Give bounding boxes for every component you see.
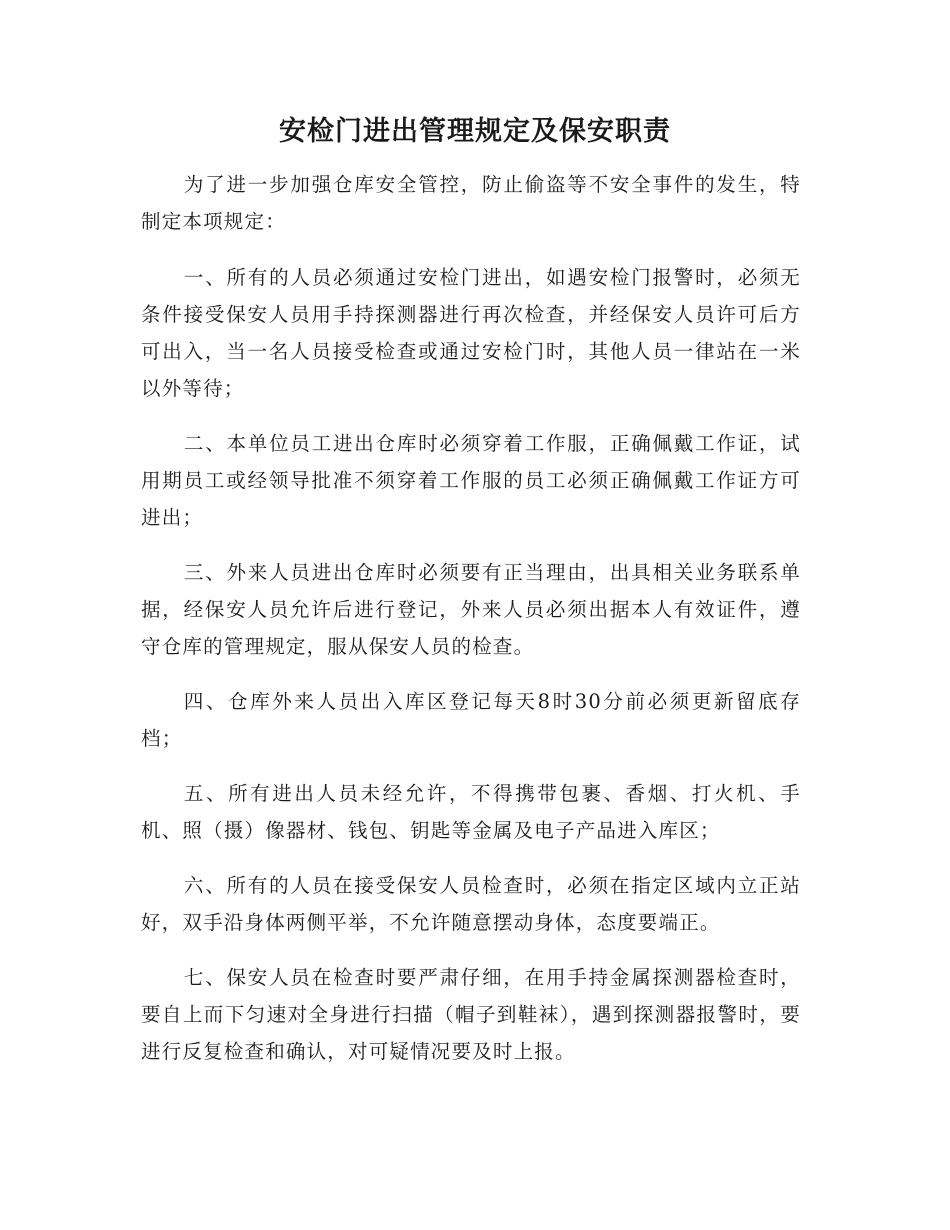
rule-paragraph-2: 二、本单位员工进出仓库时必须穿着工作服，正确佩戴工作证，试用期员工或经领导批准不须穿着工作服的员工必须正确佩戴工作证方可进出；	[141, 432, 801, 529]
rule-paragraph-5: 五、所有进出人员未经允许，不得携带包裹、香烟、打火机、手机、照（摄）像器材、钱包、钥匙等金属及电子产品进入库区；	[141, 782, 801, 842]
rule-paragraph-1: 一、所有的人员必须通过安检门进出，如遇安检门报警时，必须无条件接受保安人员用手持探测器进行再次检查，并经保安人员许可后方可出入，当一名人员接受检查或通过安检门时，其他人员一律站在一米以外等待；	[141, 266, 801, 400]
rule-paragraph-6: 六、所有的人员在接受保安人员检查时，必须在指定区域内立正站好，双手沿身体两侧平举，不允许随意摆动身体，态度要端正。	[141, 874, 801, 934]
rule-paragraph-7: 七、保安人员在检查时要严肃仔细，在用手持金属探测器检查时，要自上而下匀速对全身进行扫描（帽子到鞋袜），遇到探测器报警时，要进行反复检查和确认，对可疑情况要及时上报。	[141, 966, 801, 1063]
intro-paragraph: 为了进一步加强仓库安全管控，防止偷盗等不安全事件的发生，特制定本项规定：	[141, 173, 801, 233]
rule-paragraph-4: 四、仓库外来人员出入库区登记每天8时30分前必须更新留底存档；	[141, 690, 801, 750]
rule-paragraph-3: 三、外来人员进出仓库时必须要有正当理由，出具相关业务联系单据，经保安人员允许后进行登记，外来人员必须出据本人有效证件，遵守仓库的管理规定，服从保安人员的检查。	[141, 561, 801, 658]
document-title: 安检门进出管理规定及保安职责	[279, 116, 671, 147]
document-body	[141, 166, 801, 1070]
